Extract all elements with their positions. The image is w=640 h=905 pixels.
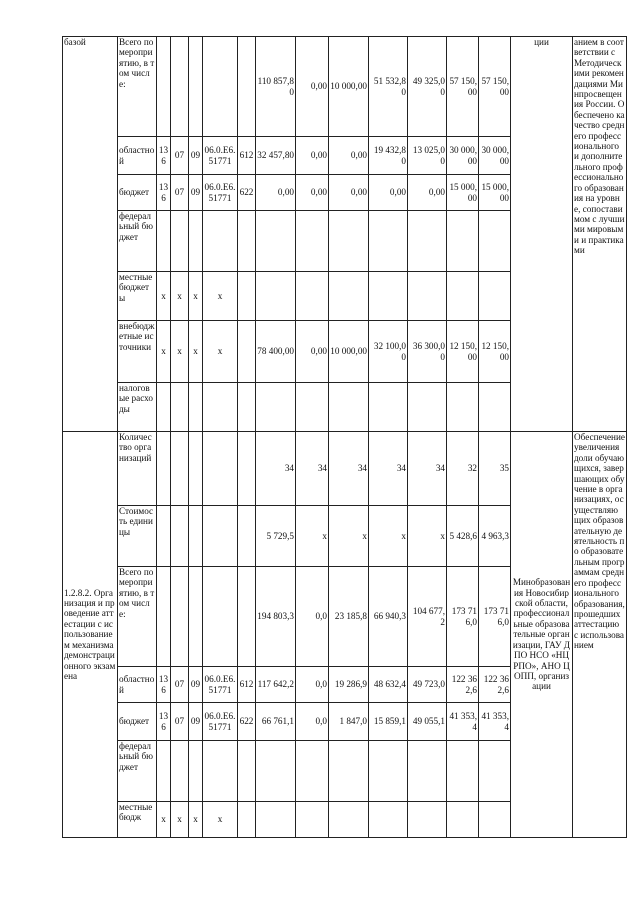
executor-cell: Минобразования Новосибирской области, профессиональные образовательные организации, ГАУ ДПО НСО «НЦРПО», АНО ЦОПП, организации: [511, 432, 573, 838]
code-cell: 136: [157, 703, 171, 741]
row-label: областной: [118, 667, 157, 703]
table-row: [63, 37, 627, 137]
code-cell: x: [189, 321, 203, 383]
value-cell: 0,00: [296, 175, 329, 211]
value-cell: x: [369, 506, 408, 567]
row-label: бюджет: [118, 175, 157, 211]
row-label: Стоимость единицы: [118, 506, 157, 567]
value-cell: 34: [329, 432, 369, 506]
value-cell: 104 677,2: [408, 567, 447, 667]
value-cell: 0,00: [296, 37, 329, 137]
value-cell: 30 000,00: [447, 137, 479, 175]
code-cell: 06.0.E6.51771: [203, 175, 238, 211]
code-cell: 07: [171, 703, 189, 741]
value-cell: 122 362,6: [447, 667, 479, 703]
executor-cell: ции: [511, 37, 573, 432]
event-name-cell: базой: [63, 37, 118, 432]
value-cell: 1 847,0: [329, 703, 369, 741]
code-cell: [171, 37, 189, 137]
value-cell: x: [296, 506, 329, 567]
code-cell: 09: [189, 175, 203, 211]
value-cell: 15 000,00: [447, 175, 479, 211]
value-cell: 36 300,00: [408, 321, 447, 383]
value-cell: 48 632,4: [369, 667, 408, 703]
value-cell: 19 432,80: [369, 137, 408, 175]
result-cell: анием в соответствии с Методическими рекомендациями Минпросвещения России. Обеспечено качество среднего профессионального и дополнительного профессионального образования на уровне, сопоставимом с лучшими мировыми и практиками: [573, 37, 627, 432]
value-cell: 30 000,00: [479, 137, 511, 175]
code-cell: x: [157, 321, 171, 383]
value-cell: 34: [408, 432, 447, 506]
value-cell: 57 150,00: [479, 37, 511, 137]
value-cell: 5 428,6: [447, 506, 479, 567]
code-cell: 06.0.E6.51771: [203, 137, 238, 175]
code-cell: 06.0.E6.51771: [203, 667, 238, 703]
value-cell: 117 642,2: [256, 667, 296, 703]
code-cell: x: [157, 272, 171, 321]
code-cell: 07: [171, 175, 189, 211]
value-cell: 4 963,3: [479, 506, 511, 567]
value-cell: 34: [369, 432, 408, 506]
value-cell: 32 100,00: [369, 321, 408, 383]
value-cell: 34: [256, 432, 296, 506]
table-body: [63, 37, 627, 838]
value-cell: 110 857,80: [256, 37, 296, 137]
value-cell: 66 761,1: [256, 703, 296, 741]
result-cell: Обеспечение увеличения доли обучающихся, завершающих обучение в организациях, осуществляющих образовательную деятельность по образовательным программам среднего профессионального образования, прошедших аттестацию с использованием: [573, 432, 627, 838]
value-cell: 12 150,00: [479, 321, 511, 383]
value-cell: 0,00: [369, 175, 408, 211]
value-cell: 15 859,1: [369, 703, 408, 741]
value-cell: 57 150,00: [447, 37, 479, 137]
value-cell: 0,00: [408, 175, 447, 211]
value-cell: 41 353,4: [447, 703, 479, 741]
value-cell: 49 325,00: [408, 37, 447, 137]
value-cell: 173 716,0: [447, 567, 479, 667]
value-cell: 34: [296, 432, 329, 506]
code-cell: x: [189, 802, 203, 838]
code-cell: x: [203, 272, 238, 321]
value-cell: 0,00: [329, 175, 369, 211]
code-cell: x: [203, 321, 238, 383]
code-cell: x: [171, 802, 189, 838]
code-cell: x: [171, 272, 189, 321]
value-cell: 78 400,00: [256, 321, 296, 383]
code-cell: 09: [189, 137, 203, 175]
row-label: бюджет: [118, 703, 157, 741]
value-cell: 122 362,6: [479, 667, 511, 703]
code-cell: 07: [171, 667, 189, 703]
value-cell: 23 185,8: [329, 567, 369, 667]
value-cell: 10 000,00: [329, 37, 369, 137]
value-cell: 0,0: [296, 667, 329, 703]
row-label: Всего по мероприятию, в том числе:: [118, 37, 157, 137]
code-cell: [203, 37, 238, 137]
row-label: внебюджетные источники: [118, 321, 157, 383]
code-cell: 07: [171, 137, 189, 175]
value-cell: 0,00: [329, 137, 369, 175]
value-cell: 0,00: [296, 137, 329, 175]
code-cell: x: [157, 802, 171, 838]
code-cell: 622: [238, 703, 256, 741]
row-label: налоговые расходы: [118, 383, 157, 432]
code-cell: 612: [238, 667, 256, 703]
code-cell: [238, 37, 256, 137]
row-label: Всего по мероприятию, в том числе:: [118, 567, 157, 667]
value-cell: 0,00: [296, 321, 329, 383]
value-cell: 49 723,0: [408, 667, 447, 703]
code-cell: 06.0.E6.51771: [203, 703, 238, 741]
value-cell: 173 716,0: [479, 567, 511, 667]
code-cell: 622: [238, 175, 256, 211]
value-cell: 66 940,3: [369, 567, 408, 667]
code-cell: 09: [189, 703, 203, 741]
value-cell: 32 457,80: [256, 137, 296, 175]
value-cell: 32: [447, 432, 479, 506]
value-cell: 35: [479, 432, 511, 506]
row-label: местные бюдж: [118, 802, 157, 838]
code-cell: 09: [189, 667, 203, 703]
code-cell: [157, 37, 171, 137]
code-cell: 136: [157, 175, 171, 211]
value-cell: 41 353,4: [479, 703, 511, 741]
value-cell: 13 025,00: [408, 137, 447, 175]
row-label: областной: [118, 137, 157, 175]
value-cell: 12 150,00: [447, 321, 479, 383]
row-label: федеральный бюджет: [118, 211, 157, 272]
value-cell: 194 803,3: [256, 567, 296, 667]
code-cell: 136: [157, 137, 171, 175]
value-cell: 51 532,80: [369, 37, 408, 137]
table-row: [63, 432, 627, 506]
value-cell: x: [329, 506, 369, 567]
value-cell: x: [408, 506, 447, 567]
row-label: местные бюджеты: [118, 272, 157, 321]
code-cell: [189, 37, 203, 137]
value-cell: 0,0: [296, 567, 329, 667]
budget-table: [62, 36, 627, 838]
code-cell: 612: [238, 137, 256, 175]
code-cell: 136: [157, 667, 171, 703]
row-label: федеральный бюджет: [118, 741, 157, 802]
value-cell: 15 000,00: [479, 175, 511, 211]
value-cell: 49 055,1: [408, 703, 447, 741]
event-name-cell: 1.2.8.2. Организация и проведение аттестации с использованием механизма демонстрационного экзамена: [63, 432, 118, 838]
value-cell: 0,0: [296, 703, 329, 741]
row-label: Количество организаций: [118, 432, 157, 506]
value-cell: 5 729,5: [256, 506, 296, 567]
value-cell: 10 000,00: [329, 321, 369, 383]
code-cell: x: [189, 272, 203, 321]
code-cell: x: [171, 321, 189, 383]
value-cell: 19 286,9: [329, 667, 369, 703]
code-cell: x: [203, 802, 238, 838]
value-cell: 0,00: [256, 175, 296, 211]
